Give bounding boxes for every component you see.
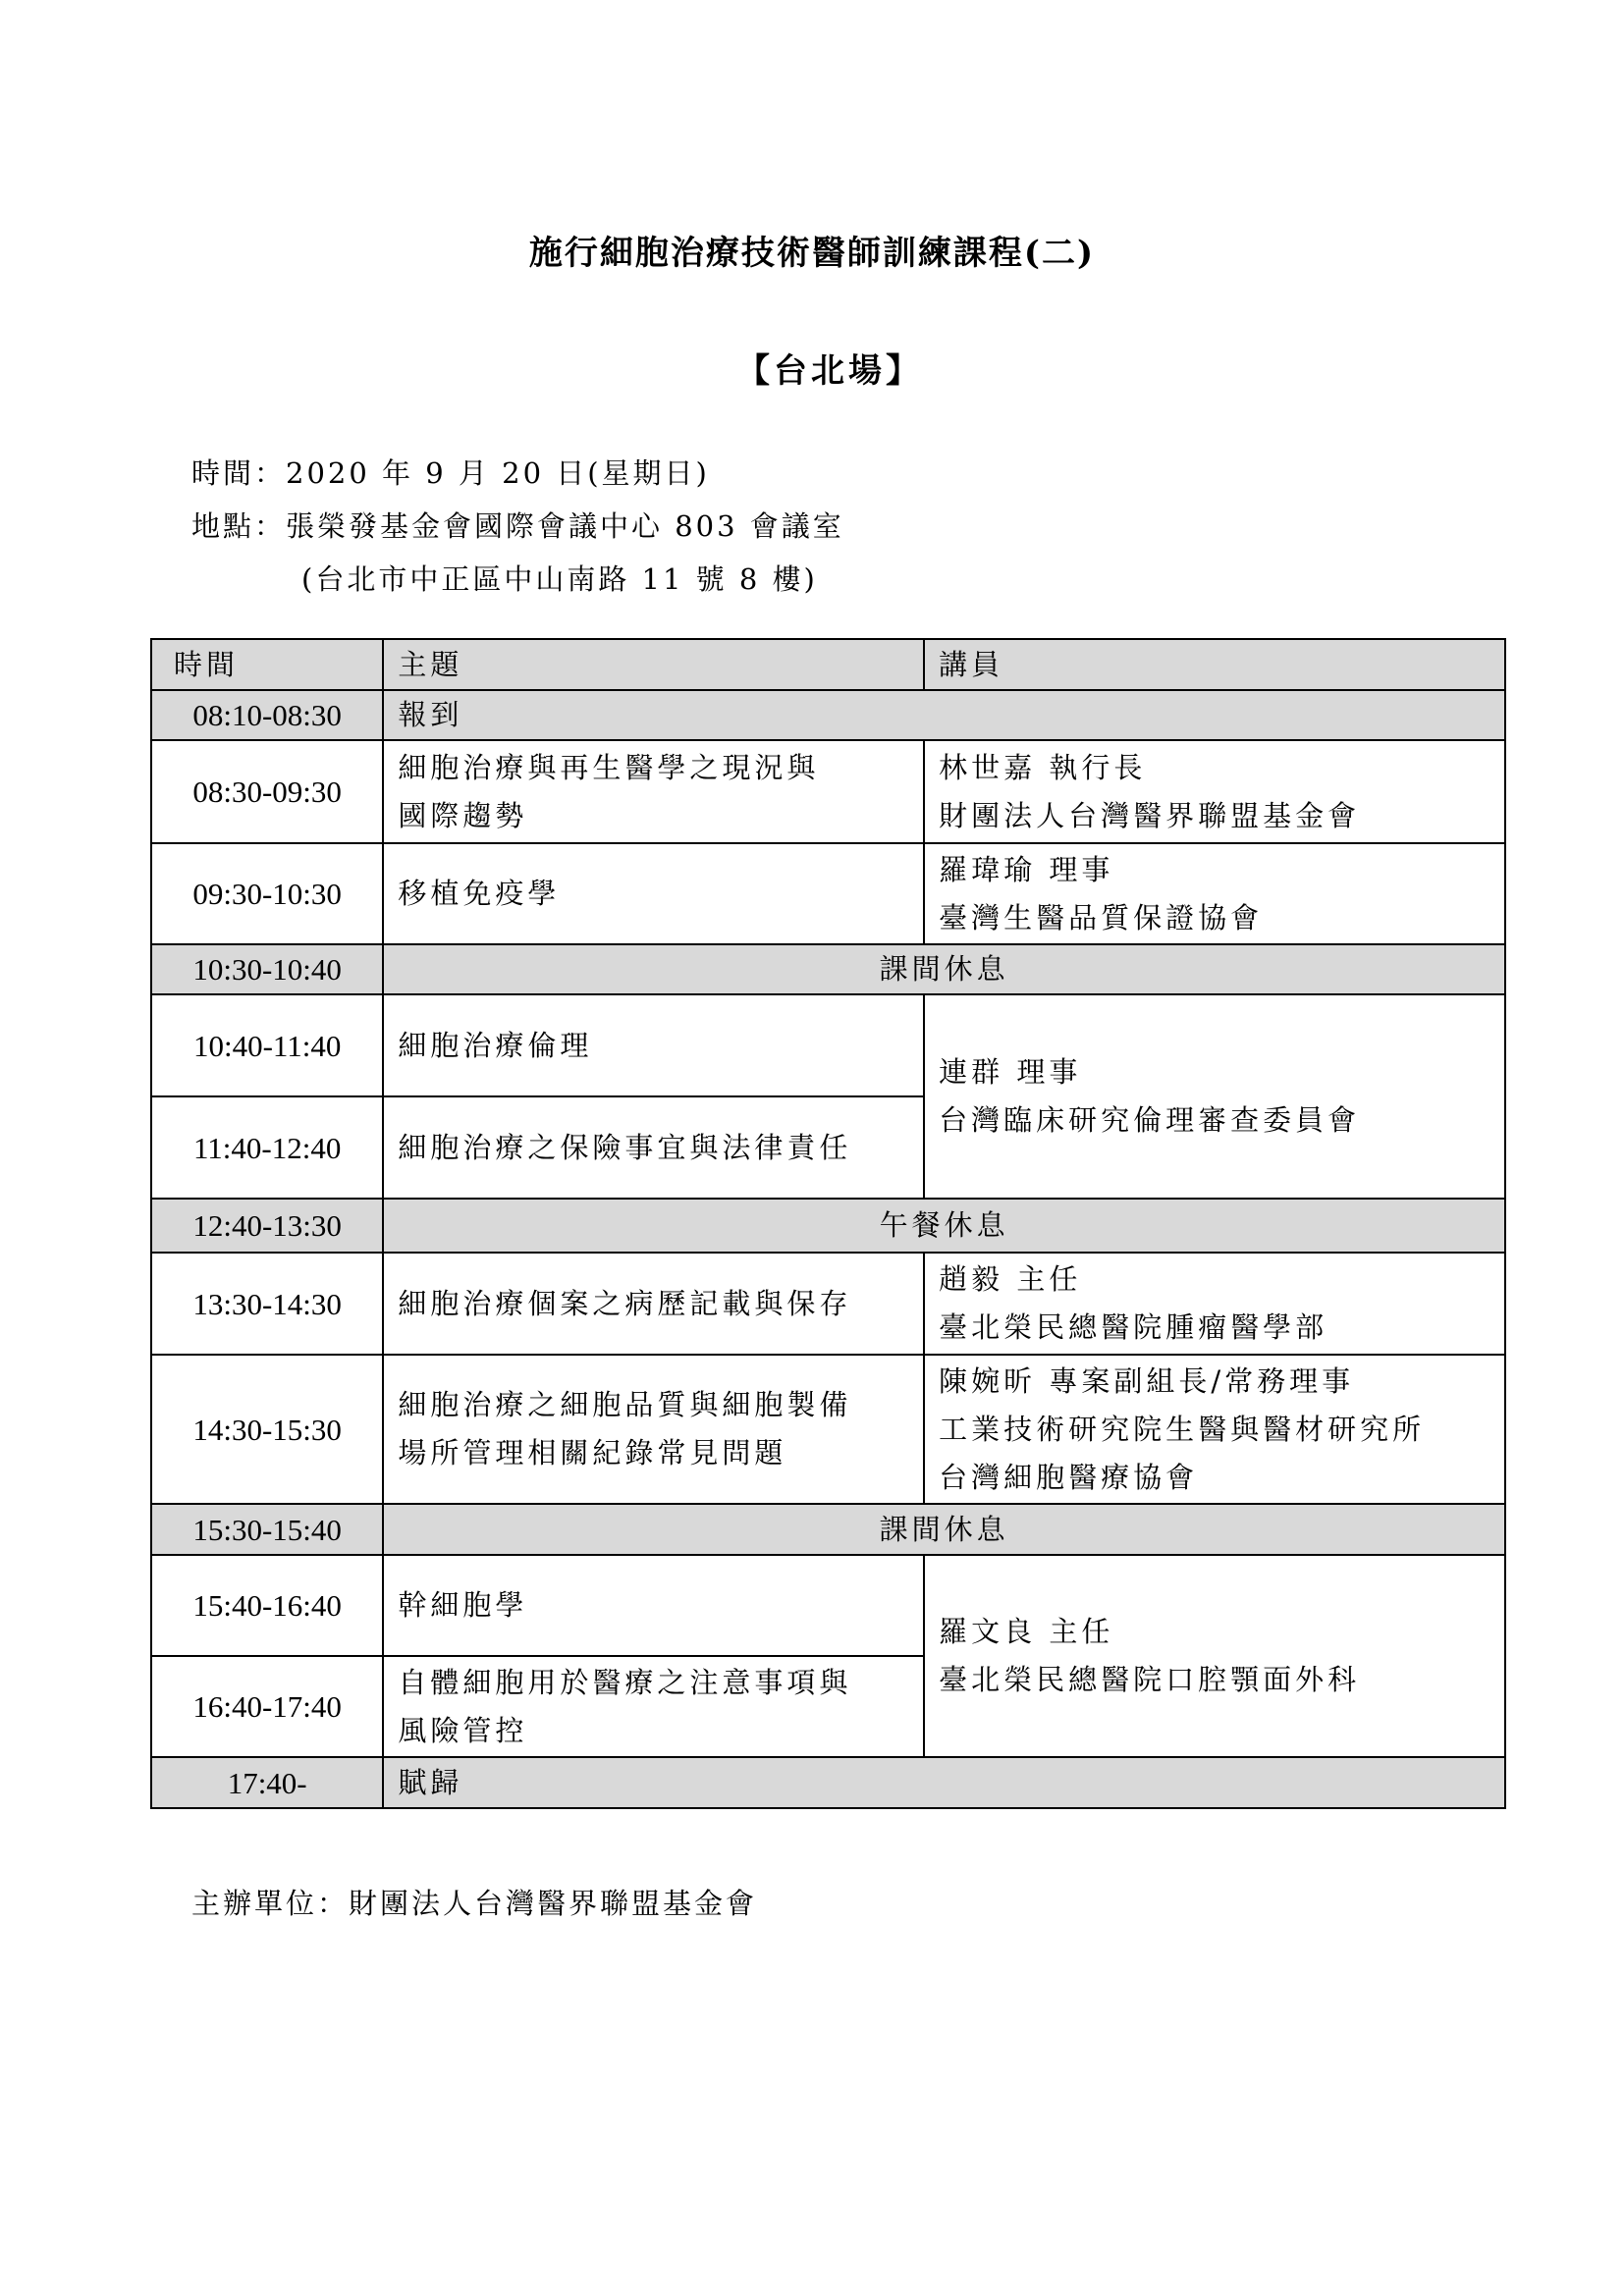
row-time: 10:40-11:40	[151, 994, 383, 1096]
event-info	[191, 447, 844, 606]
event-time: 時間：2020 年 9 月 20 日(星期日)	[191, 456, 710, 490]
row-time: 15:40-16:40	[151, 1555, 383, 1656]
speaker-name: 羅瑋瑜 理事	[939, 852, 1114, 886]
topic-line: 國際趨勢	[398, 798, 528, 832]
row-topic: 細胞治療之保險事宜與法律責任	[383, 1096, 924, 1199]
speaker-org: 台灣臨床研究倫理審查委員會	[939, 1103, 1361, 1137]
speaker-name: 林世嘉 執行長	[939, 750, 1147, 784]
row-topic: 幹細胞學	[383, 1555, 924, 1656]
row-time: 15:30-15:40	[151, 1504, 383, 1555]
row-time: 12:40-13:30	[151, 1199, 383, 1253]
row-time: 16:40-17:40	[151, 1656, 383, 1757]
table-row	[151, 690, 1505, 740]
table-row-break	[151, 944, 1505, 994]
row-topic: 報到	[383, 690, 1505, 740]
table-row	[151, 1355, 1505, 1504]
row-break: 課間休息	[383, 944, 1505, 994]
table-row	[151, 740, 1505, 843]
row-speaker	[924, 994, 1505, 1199]
row-time: 08:30-09:30	[151, 740, 383, 843]
header-time: 時間	[151, 639, 383, 690]
speaker-org: 台灣細胞醫療協會	[939, 1460, 1199, 1494]
speaker-org: 臺灣生醫品質保證協會	[939, 900, 1264, 934]
header-speaker: 講員	[924, 639, 1505, 690]
row-speaker	[924, 740, 1505, 843]
table-row	[151, 1555, 1505, 1656]
table-row-break	[151, 1504, 1505, 1555]
row-time: 14:30-15:30	[151, 1355, 383, 1504]
row-topic	[383, 1355, 924, 1504]
row-time: 09:30-10:30	[151, 843, 383, 944]
table-header-row	[151, 639, 1505, 690]
row-time: 11:40-12:40	[151, 1096, 383, 1199]
table-row	[151, 843, 1505, 944]
table-row	[151, 1757, 1505, 1808]
topic-line: 細胞治療之細胞品質與細胞製備	[398, 1388, 852, 1421]
organizer: 主辦單位：財團法人台灣醫界聯盟基金會	[191, 1887, 758, 1920]
row-speaker	[924, 1555, 1505, 1757]
row-topic: 賦歸	[383, 1757, 1505, 1808]
speaker-org: 臺北榮民總醫院口腔顎面外科	[939, 1663, 1361, 1696]
event-address: (台北市中正區中山南路 11 號 8 樓)	[301, 562, 818, 596]
row-break: 午餐休息	[383, 1199, 1505, 1253]
header-topic: 主題	[383, 639, 924, 690]
document-title: 施行細胞治療技術醫師訓練課程(二)	[528, 234, 1096, 273]
speaker-org: 臺北榮民總醫院腫瘤醫學部	[939, 1310, 1328, 1344]
row-speaker	[924, 1355, 1505, 1504]
row-topic: 移植免疫學	[383, 843, 924, 944]
table-row	[151, 994, 1505, 1096]
topic-line: 場所管理相關紀錄常見問題	[398, 1436, 787, 1469]
speaker-name: 連群 理事	[939, 1055, 1082, 1089]
speaker-name: 羅文良 主任	[939, 1615, 1114, 1648]
row-time: 08:10-08:30	[151, 690, 383, 740]
topic-line: 細胞治療與再生醫學之現況與	[398, 750, 820, 784]
schedule-table	[150, 638, 1506, 1809]
speaker-org: 工業技術研究院生醫與醫材研究所	[939, 1412, 1426, 1446]
row-topic	[383, 740, 924, 843]
speaker-name: 陳婉昕 專案副組長/常務理事	[939, 1363, 1355, 1398]
row-speaker	[924, 1253, 1505, 1355]
row-topic: 細胞治療倫理	[383, 994, 924, 1096]
row-topic: 細胞治療個案之病歷記載與保存	[383, 1253, 924, 1355]
row-time: 10:30-10:40	[151, 944, 383, 994]
row-time: 17:40-	[151, 1757, 383, 1808]
row-time: 13:30-14:30	[151, 1253, 383, 1355]
row-topic	[383, 1656, 924, 1757]
document-subtitle: 【台北場】	[736, 351, 923, 391]
row-break: 課間休息	[383, 1504, 1505, 1555]
topic-line: 自體細胞用於醫療之注意事項與	[398, 1665, 852, 1699]
table-row-break	[151, 1199, 1505, 1253]
topic-line: 風險管控	[398, 1713, 528, 1747]
speaker-org: 財團法人台灣醫界聯盟基金會	[939, 798, 1361, 832]
row-speaker	[924, 843, 1505, 944]
event-location: 地點：張榮發基金會國際會議中心 803 會議室	[191, 509, 844, 543]
speaker-name: 趙毅 主任	[939, 1262, 1082, 1296]
table-row	[151, 1253, 1505, 1355]
